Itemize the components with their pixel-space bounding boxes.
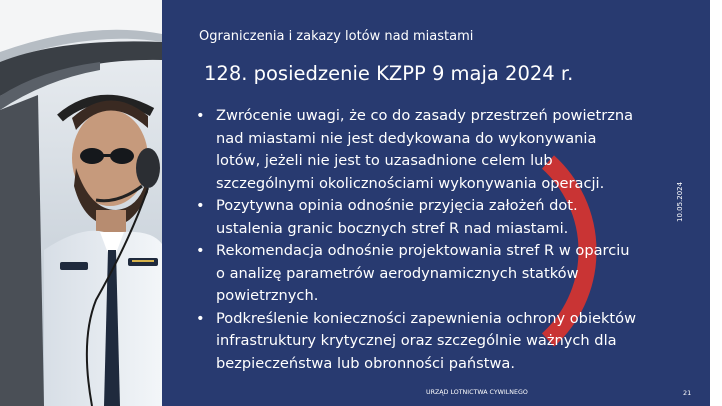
section-title: Ograniczenia i zakazy lotów nad miastami	[199, 29, 474, 44]
bullet-item	[196, 240, 636, 308]
bullet-text: Rekomendacja odnośnie projektowania stref R w oparciu o analizę parametrów aerodynamicznych statków powietrznych.	[216, 242, 630, 304]
bullet-list	[196, 105, 636, 375]
bullet-text: Pozytywna opinia odnośnie przyjęcia założeń dot. ustalenia granic bocznych stref R nad miastami.	[216, 197, 578, 237]
slide-right-edge	[710, 0, 722, 406]
bullet-text: Podkreślenie konieczności zapewnienia ochrony obiektów infrastruktury krytycznej oraz szczególnie ważnych dla bezpieczeństwa lub obronności państwa.	[216, 309, 637, 372]
bullet-item	[196, 105, 636, 195]
bullet-item	[196, 308, 636, 376]
pilot-in-cockpit-image	[0, 0, 162, 406]
bullet-marker: •	[196, 197, 205, 214]
footer-organization: URZĄD LOTNICTWA CYWILNEGO	[426, 389, 528, 396]
slide-date: 10.05.2024	[676, 181, 684, 222]
bullet-marker: •	[196, 242, 205, 259]
page-number: 21	[683, 389, 692, 397]
bullet-marker: •	[196, 309, 205, 327]
bullet-marker: •	[196, 107, 205, 124]
bullet-text: Zwrócenie uwagi, że co do zasady przestrzeń powietrzna nad miastami nie jest dedykowana do wykonywania lotów, jeżeli nie jest to uzasadnione celem lub szczególnymi okolicznościami wykonywania operacji.	[216, 107, 634, 192]
bullet-item	[196, 195, 636, 240]
meeting-title: 128. posiedzenie KZPP 9 maja 2024 r.	[204, 62, 574, 85]
